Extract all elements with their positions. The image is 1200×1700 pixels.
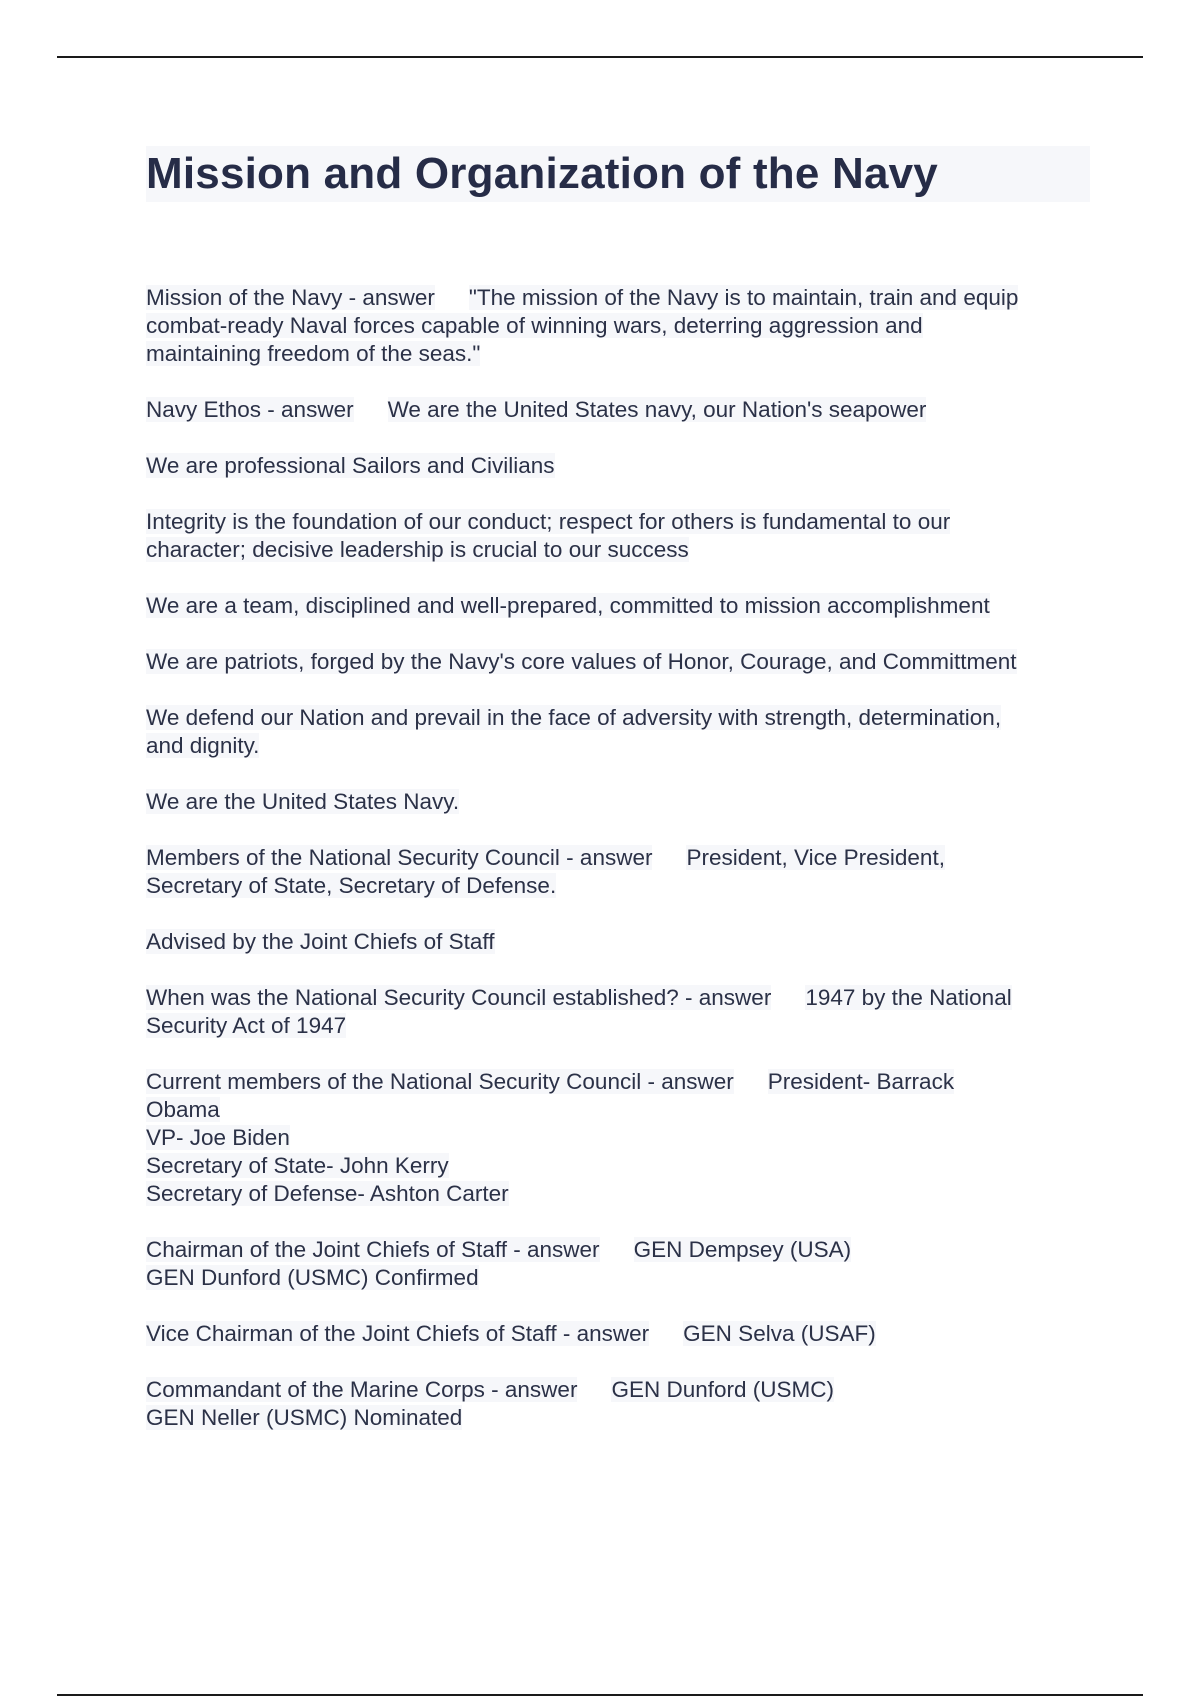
entry-line <box>146 872 1090 900</box>
flashcard-list <box>146 284 1090 1432</box>
question-text: Vice Chairman of the Joint Chiefs of Staff - answer <box>146 1321 650 1346</box>
flashcard-entry <box>146 928 1090 956</box>
flashcard-entry <box>146 1320 1090 1348</box>
answer-text: GEN Dunford (USMC) <box>611 1377 834 1402</box>
entry-line <box>146 648 1090 676</box>
body-text: Security Act of 1947 <box>146 1013 347 1038</box>
answer-text: 1947 by the National <box>805 985 1012 1010</box>
body-text: GEN Neller (USMC) Nominated <box>146 1405 463 1430</box>
body-text: combat-ready Naval forces capable of winning wars, deterring aggression and <box>146 313 923 338</box>
body-text: We are the United States Navy. <box>146 789 460 814</box>
entry-line <box>146 1012 1090 1040</box>
entry-line <box>146 1320 1090 1348</box>
body-text: character; decisive leadership is crucial to our success <box>146 537 689 562</box>
answer-text: GEN Dempsey (USA) <box>633 1237 852 1262</box>
entry-line <box>146 536 1090 564</box>
question-text: Members of the National Security Council - answer <box>146 845 653 870</box>
entry-line <box>146 1180 1090 1208</box>
body-text: Integrity is the foundation of our conduct; respect for others is fundamental to our <box>146 509 951 534</box>
answer-text: "The mission of the Navy is to maintain, train and equip <box>468 285 1019 310</box>
answer-text: President, Vice President, <box>686 845 945 870</box>
flashcard-entry <box>146 452 1090 480</box>
entry-line <box>146 704 1090 732</box>
answer-text: We are the United States navy, our Nation's seapower <box>387 397 927 422</box>
flashcard-entry <box>146 788 1090 816</box>
question-text: Navy Ethos - answer <box>146 397 354 422</box>
body-text: VP- Joe Biden <box>146 1125 290 1150</box>
question-text: Mission of the Navy - answer <box>146 285 435 310</box>
entry-line <box>146 928 1090 956</box>
body-text: We are patriots, forged by the Navy's core values of Honor, Courage, and Committment <box>146 649 1017 674</box>
entry-line <box>146 1236 1090 1264</box>
body-text: and dignity. <box>146 733 260 758</box>
entry-line <box>146 984 1090 1012</box>
question-text: Current members of the National Security Council - answer <box>146 1069 734 1094</box>
body-text: Advised by the Joint Chiefs of Staff <box>146 929 495 954</box>
entry-line <box>146 592 1090 620</box>
page-title: Mission and Organization of the Navy <box>146 146 1090 202</box>
flashcard-entry <box>146 284 1090 368</box>
question-text: Chairman of the Joint Chiefs of Staff - answer <box>146 1237 600 1262</box>
flashcard-entry <box>146 844 1090 900</box>
entry-line <box>146 732 1090 760</box>
entry-line <box>146 340 1090 368</box>
top-rule <box>57 56 1143 58</box>
flashcard-entry <box>146 592 1090 620</box>
question-text: Commandant of the Marine Corps - answer <box>146 1377 578 1402</box>
body-text: Secretary of State- John Kerry <box>146 1153 449 1178</box>
body-text: maintaining freedom of the seas." <box>146 341 481 366</box>
body-text: Secretary of State, Secretary of Defense. <box>146 873 557 898</box>
entry-line <box>146 1124 1090 1152</box>
entry-line <box>146 312 1090 340</box>
entry-line <box>146 1404 1090 1432</box>
flashcard-entry <box>146 1068 1090 1208</box>
entry-line <box>146 284 1090 312</box>
flashcard-entry <box>146 704 1090 760</box>
flashcard-entry <box>146 1376 1090 1432</box>
body-text: We are a team, disciplined and well-prepared, committed to mission accomplishment <box>146 593 990 618</box>
entry-line <box>146 844 1090 872</box>
entry-line <box>146 1068 1090 1096</box>
answer-text: President- Barrack <box>767 1069 955 1094</box>
body-text: We are professional Sailors and Civilians <box>146 453 555 478</box>
answer-text: GEN Selva (USAF) <box>683 1321 876 1346</box>
entry-line <box>146 1096 1090 1124</box>
question-text: When was the National Security Council established? - answer <box>146 985 772 1010</box>
body-text: Obama <box>146 1097 220 1122</box>
body-text: We defend our Nation and prevail in the face of adversity with strength, determination, <box>146 705 1002 730</box>
bottom-rule <box>57 1694 1143 1696</box>
flashcard-entry <box>146 648 1090 676</box>
body-text: Secretary of Defense- Ashton Carter <box>146 1181 509 1206</box>
flashcard-entry <box>146 1236 1090 1292</box>
flashcard-entry <box>146 984 1090 1040</box>
entry-line <box>146 1376 1090 1404</box>
body-text: GEN Dunford (USMC) Confirmed <box>146 1265 479 1290</box>
entry-line <box>146 396 1090 424</box>
entry-line <box>146 1264 1090 1292</box>
entry-line <box>146 1152 1090 1180</box>
flashcard-entry <box>146 396 1090 424</box>
entry-line <box>146 788 1090 816</box>
entry-line <box>146 452 1090 480</box>
document-page <box>146 146 1090 1460</box>
flashcard-entry <box>146 508 1090 564</box>
entry-line <box>146 508 1090 536</box>
